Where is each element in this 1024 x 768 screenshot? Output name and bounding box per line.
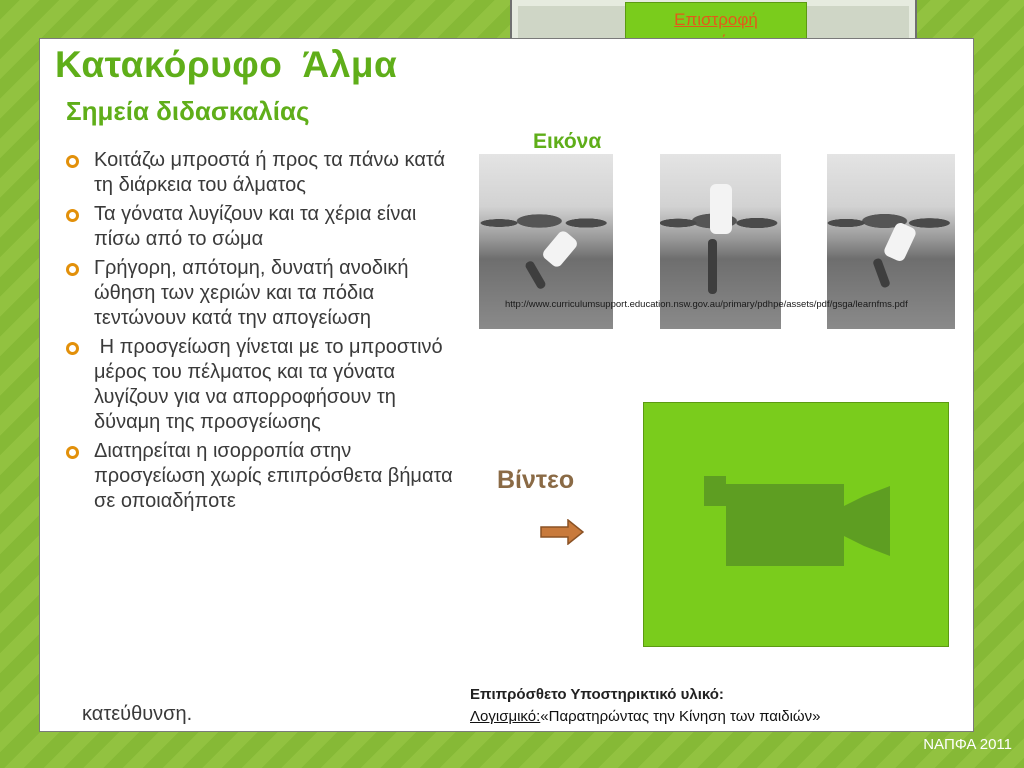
image-label: Εικόνα: [533, 130, 602, 153]
back-button-line1: Επιστροφή: [674, 10, 758, 29]
bullet-text: Η προσγείωση γίνεται με το μπροστινό μέρος του πέλματος και τα γόνατα λυγίζουν για να απορροφήσουν τη δύναμη της προσγείωσης: [94, 336, 449, 433]
photo-figure: [710, 184, 732, 234]
bullet-text: Κοιτάζω μπροστά ή προς τα πάνω κατά τη διάρκεια του άλματος: [94, 149, 446, 196]
bullet-ring-icon: [66, 446, 79, 459]
software-link[interactable]: Λογισμικό:: [470, 708, 541, 725]
page-title: Κατακόρυφο Άλμα: [55, 44, 398, 85]
list-item: [66, 439, 466, 514]
photo-legs: [708, 239, 717, 294]
bullet-continuation: κατεύθυνση.: [82, 703, 193, 725]
software-title: «Παρατηρώντας την Κίνηση των παιδιών»: [540, 708, 821, 725]
bullet-ring-icon: [66, 342, 79, 355]
photo-legs: [524, 260, 547, 290]
right-arrow-icon: [540, 519, 584, 545]
bullet-ring-icon: [66, 263, 79, 276]
page-subtitle: Σημεία διδασκαλίας: [66, 96, 310, 126]
bullet-text: Διατηρείται η ισορροπία στην προσγείωση χωρίς επιπρόσθετα βήματα σε οποιαδήποτε: [94, 440, 453, 512]
extra-material-line: [470, 708, 820, 725]
list-item: [66, 148, 466, 198]
photo-trees: [479, 199, 613, 239]
image-source-url: http://www.curriculumsupport.education.nsw.gov.au/primary/pdhpe/assets/pdf/gsga/learnfms.pdf: [505, 299, 908, 310]
bullet-text: Γρήγορη, απότομη, δυνατή ανοδική ώθηση των χεριών και τα πόδια τεντώνουν κατά την απογείωση: [94, 257, 409, 329]
extra-material-title: Επιπρόσθετο Υποστηρικτικό υλικό:: [470, 686, 724, 703]
video-camera-icon[interactable]: [704, 476, 890, 566]
list-item: [66, 202, 466, 252]
bullet-ring-icon: [66, 155, 79, 168]
footer-credit: ΝΑΠΦΑ 2011: [923, 736, 1012, 753]
teaching-points-list: [66, 148, 466, 518]
list-item: [66, 335, 466, 435]
photo-legs: [872, 257, 891, 288]
bullet-ring-icon: [66, 209, 79, 222]
list-item: [66, 256, 466, 331]
video-label: Βίντεο: [497, 466, 575, 494]
bullet-text: Τα γόνατα λυγίζουν και τα χέρια είναι πίσω από το σώμα: [94, 203, 417, 250]
